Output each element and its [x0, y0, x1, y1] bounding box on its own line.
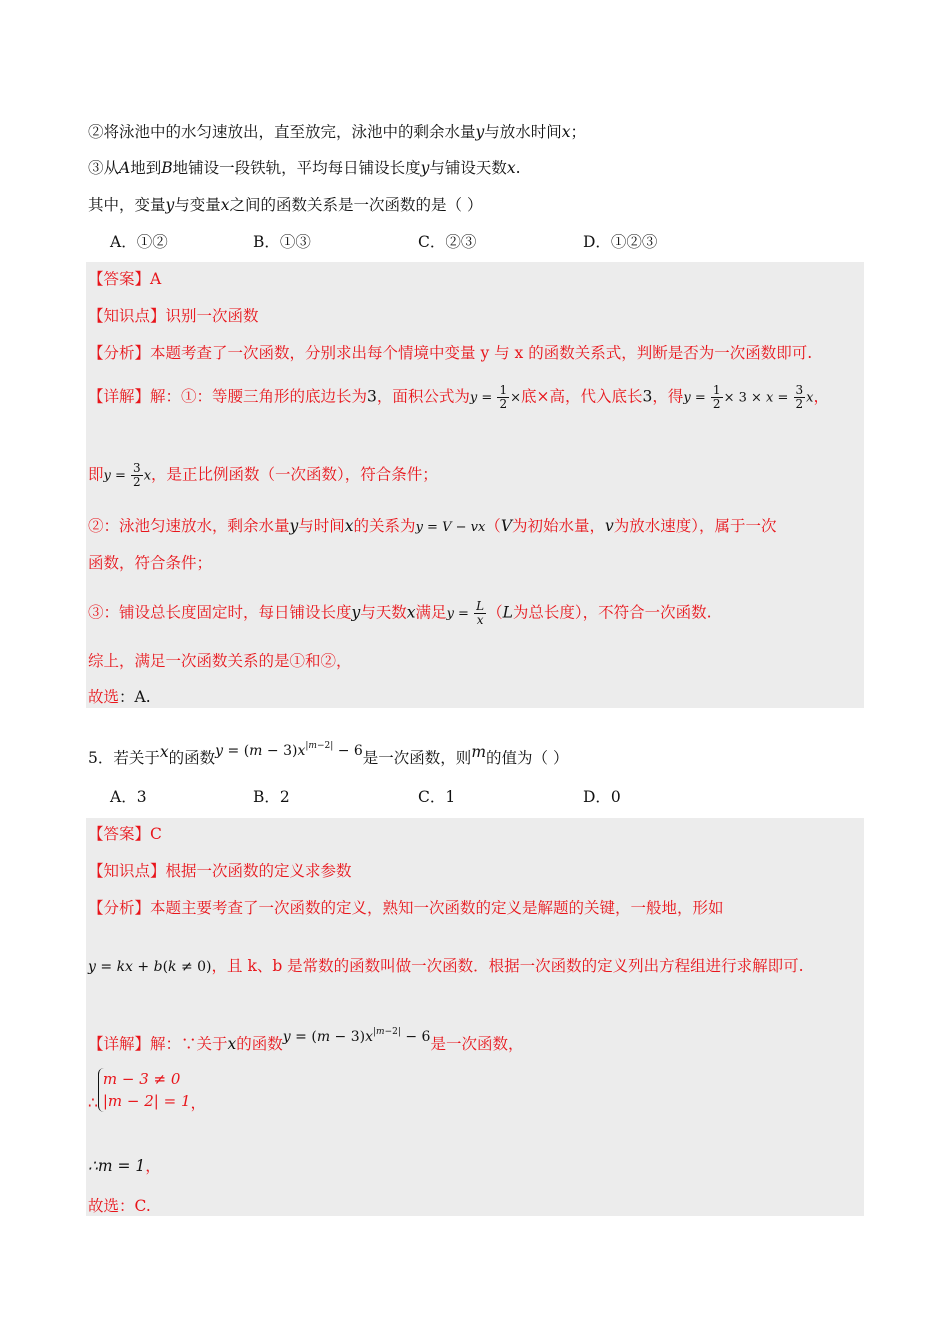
q4-analysis: 【分析】本题考查了一次函数，分别求出每个情境中变量 y 与 x 的函数关系式，判断是否为一次函数即可. [88, 344, 813, 362]
q5-option-b[interactable]: B．2 [253, 788, 290, 806]
q4-detail-line6: 综上，满足一次函数关系的是①和②， [88, 652, 352, 670]
q4-item-3: ③从A地到B地铺设一段铁轨，平均每日铺设长度y与铺设天数x. [88, 159, 521, 177]
q5-analysis: 【分析】本题主要考查了一次函数的定义，熟知一次函数的定义是解题的关键，一般地，形如 [88, 899, 724, 917]
q5-knowledge-point: 【知识点】根据一次函数的定义求参数 [88, 862, 352, 880]
q4-option-d[interactable]: D．①②③ [583, 233, 658, 251]
q4-options [88, 230, 864, 252]
q4-detail-line1: 【详解】解：①：等腰三角形的底边长为3，面积公式为y = $\frac{1}{2}$ ×底×高，代入底长3，得y = $\frac{1}{2}$ × 3 × x = $\frac{3}{2}$ x， [88, 383, 830, 411]
q4-stem: 其中，变量y与变量x之间的函数关系是一次函数的是（ ） [88, 196, 483, 214]
q4-detail-line4: 函数，符合条件； [88, 554, 213, 572]
q4-knowledge-point: 【知识点】识别一次函数 [88, 307, 259, 325]
q5-option-a[interactable]: A．3 [110, 788, 147, 806]
q4-item-2: ②将泳池中的水匀速放出，直至放完，泳池中的剩余水量y与放水时间x； [88, 123, 587, 141]
q4-detail-line7: 故选：A. [88, 688, 151, 706]
q5-final: 故选：C. [88, 1197, 151, 1215]
q4-option-b[interactable]: B．①③ [253, 233, 311, 251]
q4-detail-line5: ③：铺设总长度固定时，每日铺设长度y与天数x满足y = $\frac{L}{x}$ （L为总长度），不符合一次函数. [88, 599, 712, 627]
q5-options [88, 785, 864, 807]
q4-answer-block [86, 262, 864, 708]
q4-option-a[interactable]: A．①② [110, 233, 168, 251]
q4-detail-line3: ②：泳池匀速放水，剩余水量y与时间x的关系为y = V − vx（V为初始水量，v为放水速度），属于一次 [88, 517, 777, 535]
q5-option-c[interactable]: C．1 [418, 788, 456, 806]
q5-analysis-line2: y = kx + b(k ≠ 0)，且 k、b 是常数的函数叫做一次函数．根据一次函数的定义列出方程组进行求解即可. [88, 957, 804, 975]
q5-detail-line1: 【详解】解：∵关于x的函数$y = (m - 3)x^{|m-2|} - 6$是一次函数， [88, 1027, 524, 1053]
q4-detail-line2: 即y = $\frac{3}{2}$ x，是正比例函数（一次函数），符合条件； [88, 461, 438, 489]
q5-option-d[interactable]: D．0 [583, 788, 621, 806]
q5-answer: 【答案】C [88, 825, 162, 843]
q4-answer: 【答案】A [88, 270, 162, 288]
q5-answer-block [86, 818, 864, 1216]
q5-equation-system: ∴ m − 3 ≠ 0 |m − 2| = 1 ， [88, 1070, 207, 1112]
q5-result: ∴m = 1， [88, 1157, 161, 1175]
q5-stem: 5．若关于x的函数$y = (m - 3)x^{|m-2|} - 6$是一次函数，则m的值为（ ） [88, 741, 569, 767]
q4-option-c[interactable]: C．②③ [418, 233, 477, 251]
